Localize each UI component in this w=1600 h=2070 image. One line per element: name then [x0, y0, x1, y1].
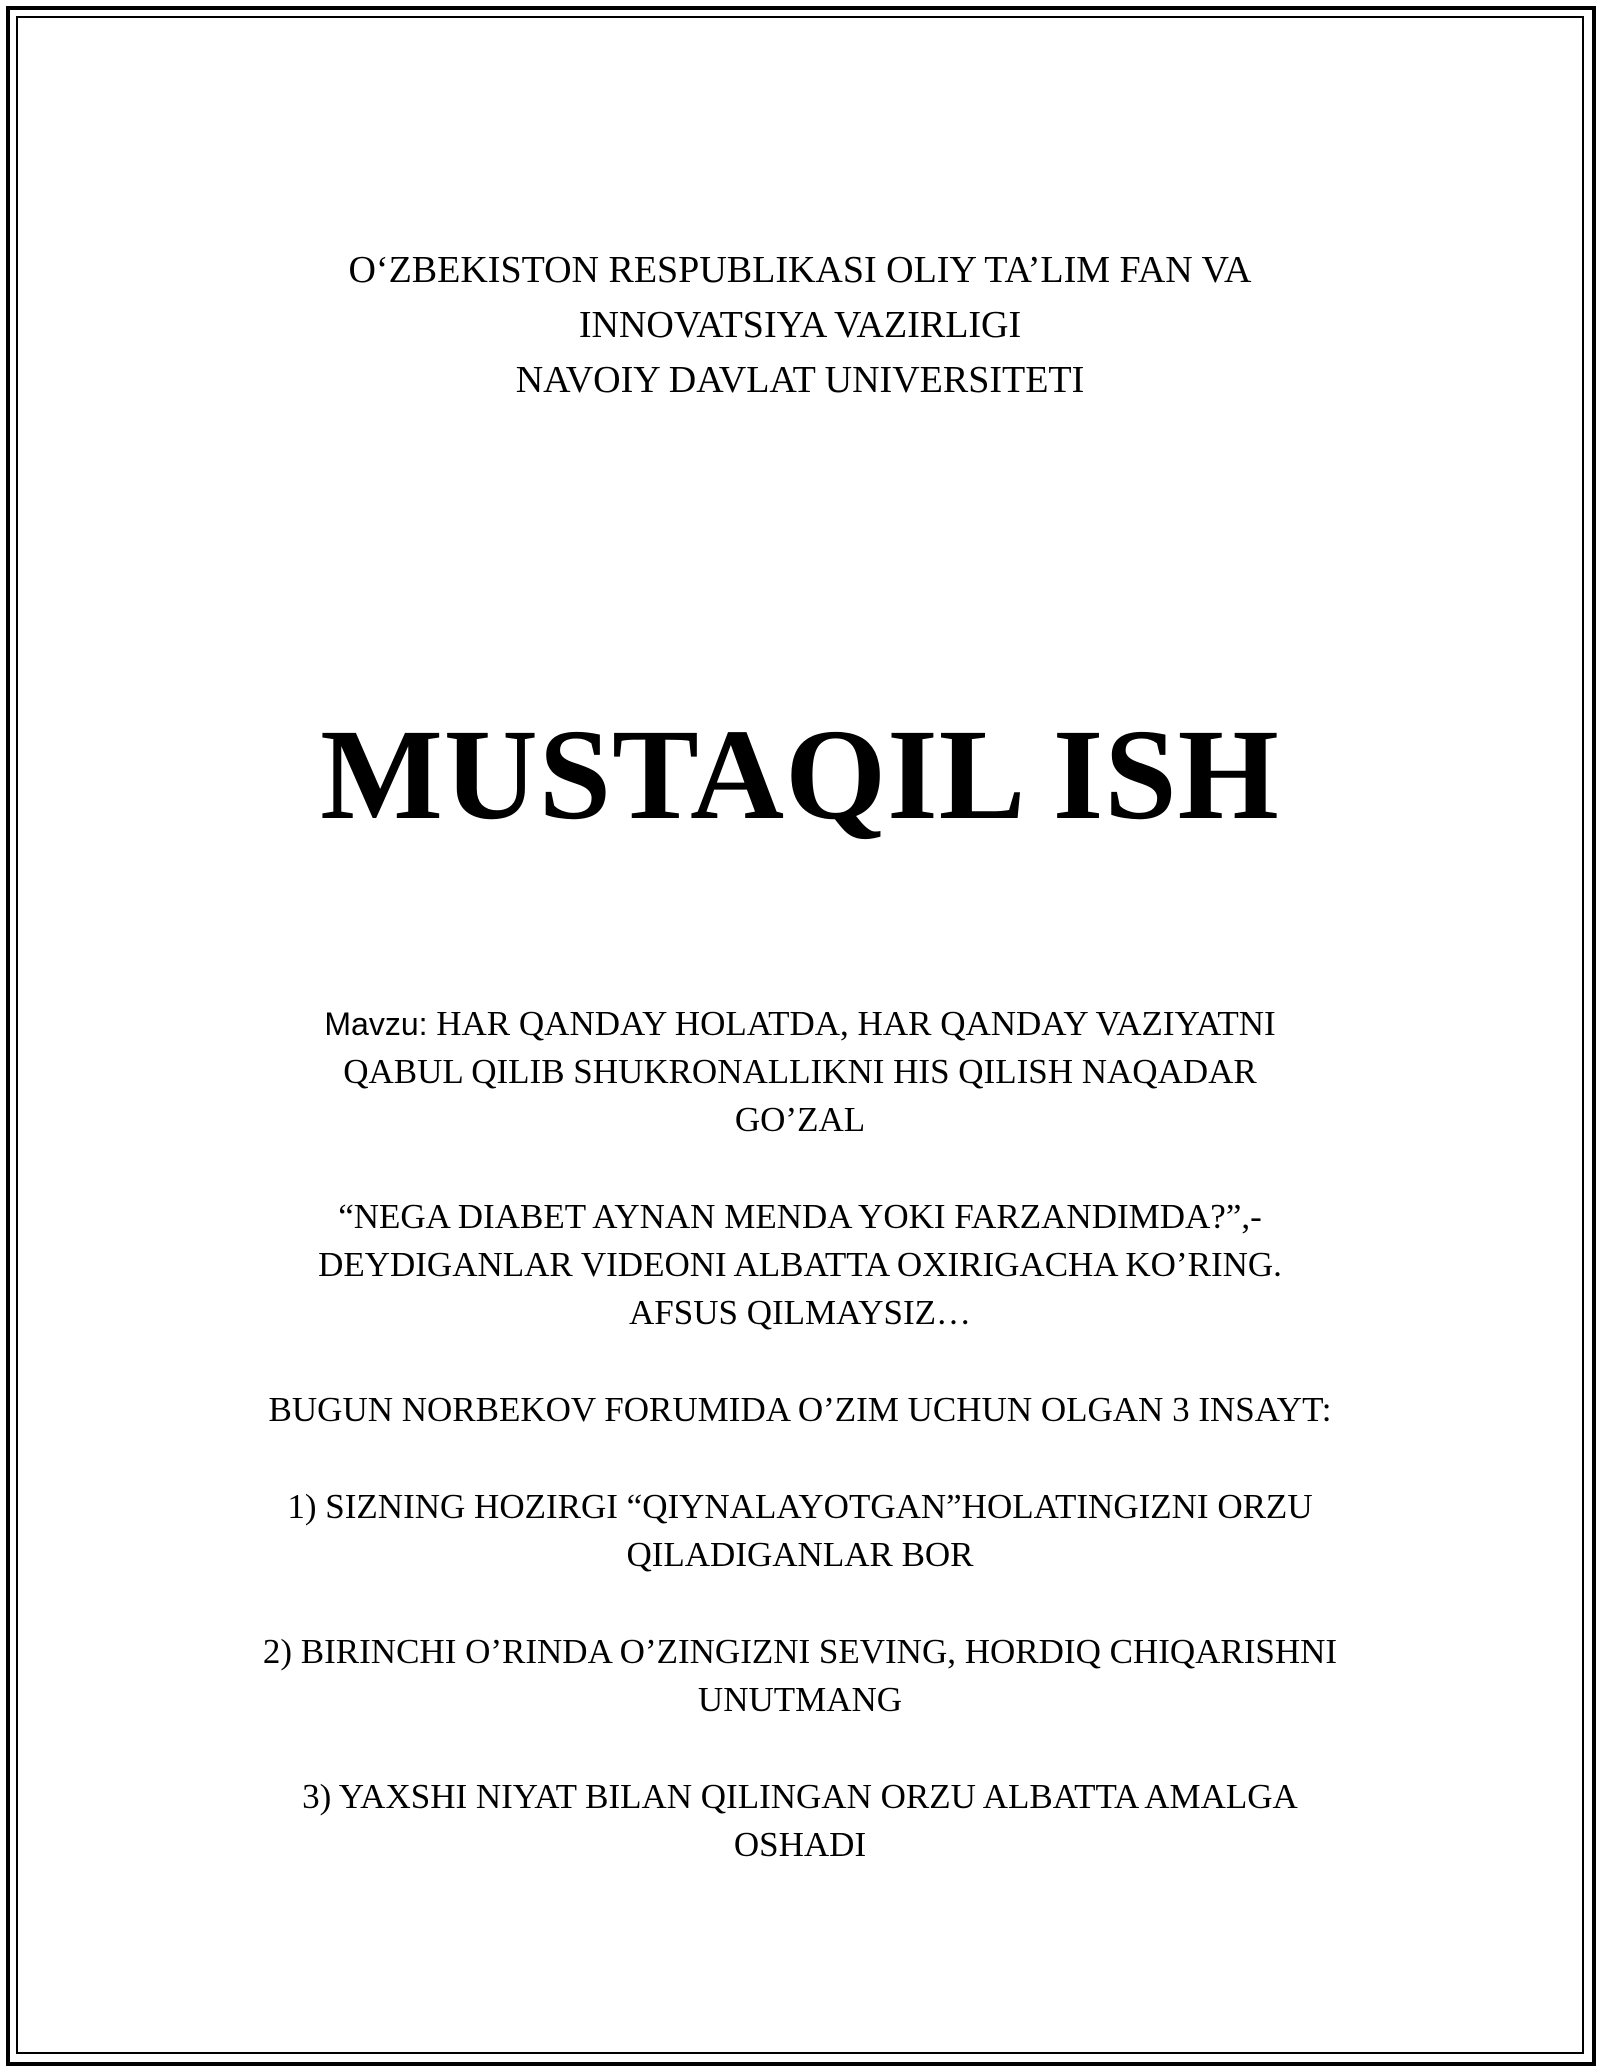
quote-paragraph	[0, 1193, 1600, 1337]
insight-1-line-1: 1) SIZNING HOZIRGI “QIYNALAYOTGAN”HOLATINGIZNI ORZU	[287, 1487, 1313, 1526]
insight-3-line-2: OSHADI	[733, 1825, 867, 1864]
topic-label: Mavzu:	[324, 1006, 428, 1042]
header-line-1: O‘ZBEKISTON RESPUBLIKASI OLIY TA’LIM FAN VA	[348, 249, 1252, 291]
insight-2-line-2: UNUTMANG	[697, 1680, 903, 1719]
insight-item	[0, 1483, 1600, 1579]
quote-line-1: “NEGA DIABET AYNAN MENDA YOKI FARZANDIMDA?”,-	[338, 1197, 1262, 1236]
insight-2-line-1: 2) BIRINCHI O’RINDA O’ZINGIZNI SEVING, HORDIQ CHIQARISHNI	[262, 1632, 1338, 1671]
insight-3-line-1: 3) YAXSHI NIYAT BILAN QILINGAN ORZU ALBATTA AMALGA	[302, 1777, 1298, 1816]
insight-item	[0, 1628, 1600, 1724]
header-line-2: INNOVATSIYA VAZIRLIGI	[578, 304, 1022, 346]
insight-1-line-2: QILADIGANLAR BOR	[626, 1535, 974, 1574]
quote-line-3: AFSUS QILMAYSIZ…	[629, 1293, 971, 1332]
forum-paragraph	[0, 1386, 1600, 1434]
document-body	[0, 1000, 1600, 1918]
quote-line-2: DEYDIGANLAR VIDEONI ALBATTA OXIRIGACHA KO’RING.	[318, 1245, 1282, 1284]
forum-line: BUGUN NORBEKOV FORUMIDA O’ZIM UCHUN OLGAN 3 INSAYT:	[268, 1390, 1332, 1429]
topic-line-3: GO’ZAL	[734, 1100, 866, 1139]
document-title: MUSTAQIL ISH	[320, 703, 1280, 847]
topic-paragraph	[0, 1000, 1600, 1144]
topic-text-1: HAR QANDAY HOLATDA, HAR QANDAY VAZIYATNI	[436, 1004, 1276, 1043]
header-line-3: NAVOIY DAVLAT UNIVERSITETI	[515, 359, 1085, 401]
topic-line-2: QABUL QILIB SHUKRONALLIKNI HIS QILISH NAQADAR	[343, 1052, 1257, 1091]
insight-item	[0, 1773, 1600, 1869]
institution-header	[0, 243, 1600, 408]
topic-line-1	[0, 1000, 1600, 1048]
